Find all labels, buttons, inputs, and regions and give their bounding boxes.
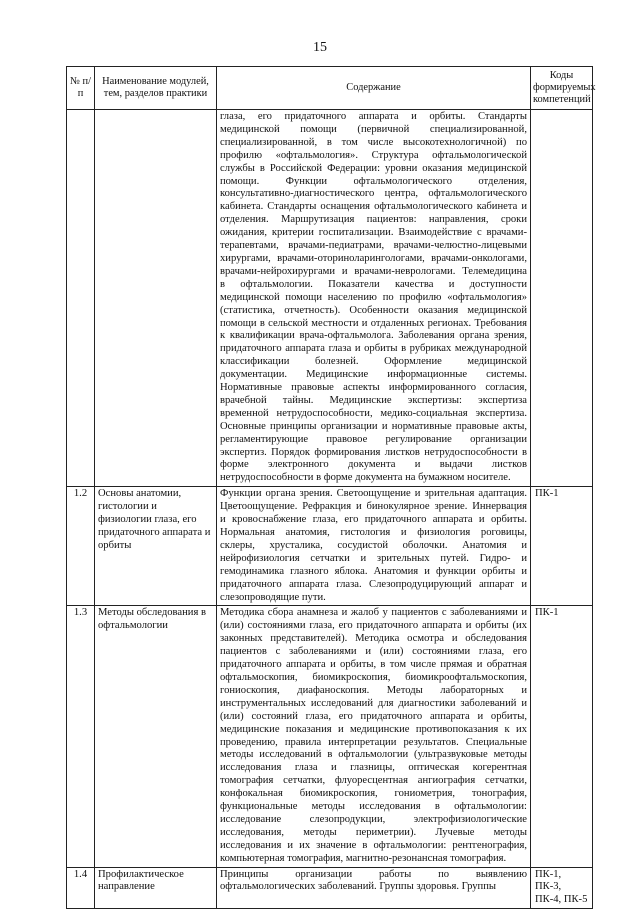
content-line: службы в Российской Федерации: уровни оказания медицинской [220, 162, 527, 174]
modules-table [66, 66, 596, 909]
content-line: Методика сбора анамнеза и жалоб у пациентов с заболеваниями и [220, 607, 527, 619]
row-content [217, 487, 531, 606]
row-competency-codes [531, 110, 593, 487]
header-content: Содержание [217, 67, 531, 110]
content-line: медицинской помощи населению по профилю «офтальмология» [220, 291, 527, 303]
row-competency-codes: ПК-1 [531, 606, 593, 867]
row-number: 1.3 [67, 606, 95, 867]
content-line: и кровоснабжение глаза, его придаточного аппарата и орбиты. [220, 514, 527, 526]
content-line: профилю «офтальмология». Структура офтальмологической [220, 149, 527, 161]
content-line: консультативно-диагностического центра, офтальмологического [220, 188, 527, 200]
content-line: нетрудоспособности в форме документа на бумажном носителе. [220, 472, 511, 484]
content-line: склеры, хрусталика, сосудистой оболочки. Анатомия и [220, 539, 527, 551]
content-line: форме электронного документа и выдачи листков [220, 459, 527, 471]
content-line: медицинские показания и медицинские противопоказания к их [220, 723, 527, 735]
row-module-name: Методы обследования в офтальмологии [95, 606, 217, 867]
row-content [217, 867, 531, 909]
content-line: конфокальная биомикроскопия, гониометрия, тонография, [220, 788, 527, 800]
content-line: Основные принципы организации и нормативные правовые акты, [220, 420, 527, 432]
row-content [217, 110, 531, 487]
content-line: проведению, правила интерпретации результатов. Специальные [220, 736, 527, 748]
content-line: врачебной тайны. Медицинские экспертизы: экспертиза [220, 394, 527, 406]
row-module-name: Профилактическое направление [95, 867, 217, 909]
content-line: законных представителей). Методика осмотра и обследования [220, 633, 527, 645]
row-number [67, 110, 95, 487]
row-number: 1.2 [67, 487, 95, 606]
row-competency-codes: ПК-1 [531, 487, 593, 606]
table-row [67, 487, 593, 606]
content-line: Функции органа зрения. Светоощущение и зрительная адаптация. [220, 488, 527, 500]
content-line: (или) состояниями глаза, его придаточного аппарата и орбиты (их [220, 620, 527, 632]
content-line: кабинета. Стандарты оснащения офтальмологического кабинета и [220, 201, 527, 213]
content-line: (статистика, отчетность). Особенности оказания медицинской [220, 304, 527, 316]
content-line: в офтальмологии. Показатели качества и доступности [220, 278, 527, 290]
content-line: офтальмоскопия, биомикроскопия, биомикроофтальмоскопия, [220, 671, 527, 683]
table-row [67, 606, 593, 867]
content-line: (или) состояний глаза, его придаточного аппарата и орбиты, [220, 710, 527, 722]
page-number: 15 [313, 40, 327, 55]
content-line: глаза, его придаточного аппарата и орбиты. Стандарты [220, 111, 527, 122]
content-line: придаточного аппарата и орбиты, в том числе прямая и обратная [220, 659, 527, 671]
content-line: экспертиз. Порядок формирования листков нетрудоспособности в [220, 446, 527, 458]
content-line: отделения. Маршрутизация пациентов: направления, сроки [220, 214, 527, 226]
table-header-row [67, 67, 593, 110]
content-line: врачами-нейрохирургами и врачами-неврологами. Телемедицина [220, 265, 527, 277]
table-row [67, 867, 593, 909]
content-line: терапевтами, врачами-педиатрами, врачами-челюстно-лицевыми [220, 240, 527, 252]
header-codes: Коды формируемых компетенций [531, 67, 593, 110]
row-content [217, 606, 531, 867]
content-line: томография сетчатки, флуоресцентная ангиография сетчатки, [220, 775, 527, 787]
content-line: компьютерная томография, магнитно-резонансная томография. [220, 852, 507, 864]
content-line: гемодинамика глазного яблока. Анатомия и функции орбиты и [220, 565, 527, 577]
content-line: придаточного аппарата глаза и орбиты в рубриках международной [220, 343, 527, 355]
content-line: придаточного аппарата глаза. Слезопродуцирующий аппарат и [220, 578, 527, 590]
content-line: слезопроводящие пути. [220, 591, 326, 603]
row-module-name [95, 110, 217, 487]
content-line: офтальмологических заболеваний. Группы здоровья. Группы [220, 881, 497, 893]
table-row [67, 110, 593, 487]
content-line: исследования, методы периметрии). Лучевые методы [220, 826, 527, 838]
row-module-name: Основы анатомии, гистологии и физиологии глаза, его придаточного аппарата и орбиты [95, 487, 217, 606]
content-line: регламентирующие правовое регулирование организации [220, 433, 527, 445]
content-line: Принципы организации работы по выявлению [220, 868, 527, 880]
content-line: Цветоощущение. Рефракция и бинокулярное зрение. Иннервация [220, 501, 527, 513]
header-number: № п/п [67, 67, 95, 110]
content-line: Нормальная анатомия, гистология и физиология роговицы, [220, 527, 527, 538]
content-line: Нормативные правовые аспекты информированного согласия, [220, 382, 527, 394]
content-line: нейрофизиология сетчатки и зрительных путей. Гидро- и [220, 552, 527, 564]
content-line: к квалификации врача-офтальмолога. Заболевания органа зрения, [220, 330, 527, 342]
content-line: помощи. Функции офтальмологического отделения, [220, 175, 527, 187]
content-line: классификации болезней. Оформление медицинской [220, 356, 527, 368]
row-number: 1.4 [67, 867, 95, 909]
content-line: временной нетрудоспособности, медико-социальная экспертиза. [220, 407, 527, 419]
content-line: медицинской помощи (первичной специализированной, [220, 123, 527, 135]
content-line: исследования и их значение в офтальмологии: рентгенография, [220, 839, 527, 851]
content-line: специализированной, в том числе высокотехнологичной) по [220, 136, 527, 148]
content-line: ожидания, критерии госпитализации. Взаимодействие с врачами- [220, 227, 527, 239]
content-line: гониоскопия, диафаноскопия. Методы лабораторных и [220, 684, 527, 696]
header-module: Наименование модулей, тем, разделов практики [95, 67, 217, 110]
row-competency-codes: ПК-1, ПК-3, ПК-4, ПК-5 [531, 867, 593, 909]
content-line: исследования глаза и глазницы, оптическая когерентная [220, 762, 527, 774]
content-line: хирургами, врачами-оториноларингологами, врачами-онкологами, [220, 252, 527, 264]
content-line: помощи в сельской местности и отдаленных регионах. Требования [220, 317, 527, 329]
content-line: инструментальных исследований для диагностики заболеваний и [220, 697, 527, 709]
content-line: документации. Медицинские информационные системы. [220, 369, 527, 381]
content-line: методы исследований в офтальмологии (ультразвуковые методы [220, 749, 527, 761]
content-line: функциональные методы исследования в офтальмологии: [220, 801, 527, 813]
content-line: пациентов с заболеваниями и (или) состояниями глаза, его [220, 646, 527, 658]
content-line: исследование слезопродукции, электрофизиологические [220, 813, 527, 825]
